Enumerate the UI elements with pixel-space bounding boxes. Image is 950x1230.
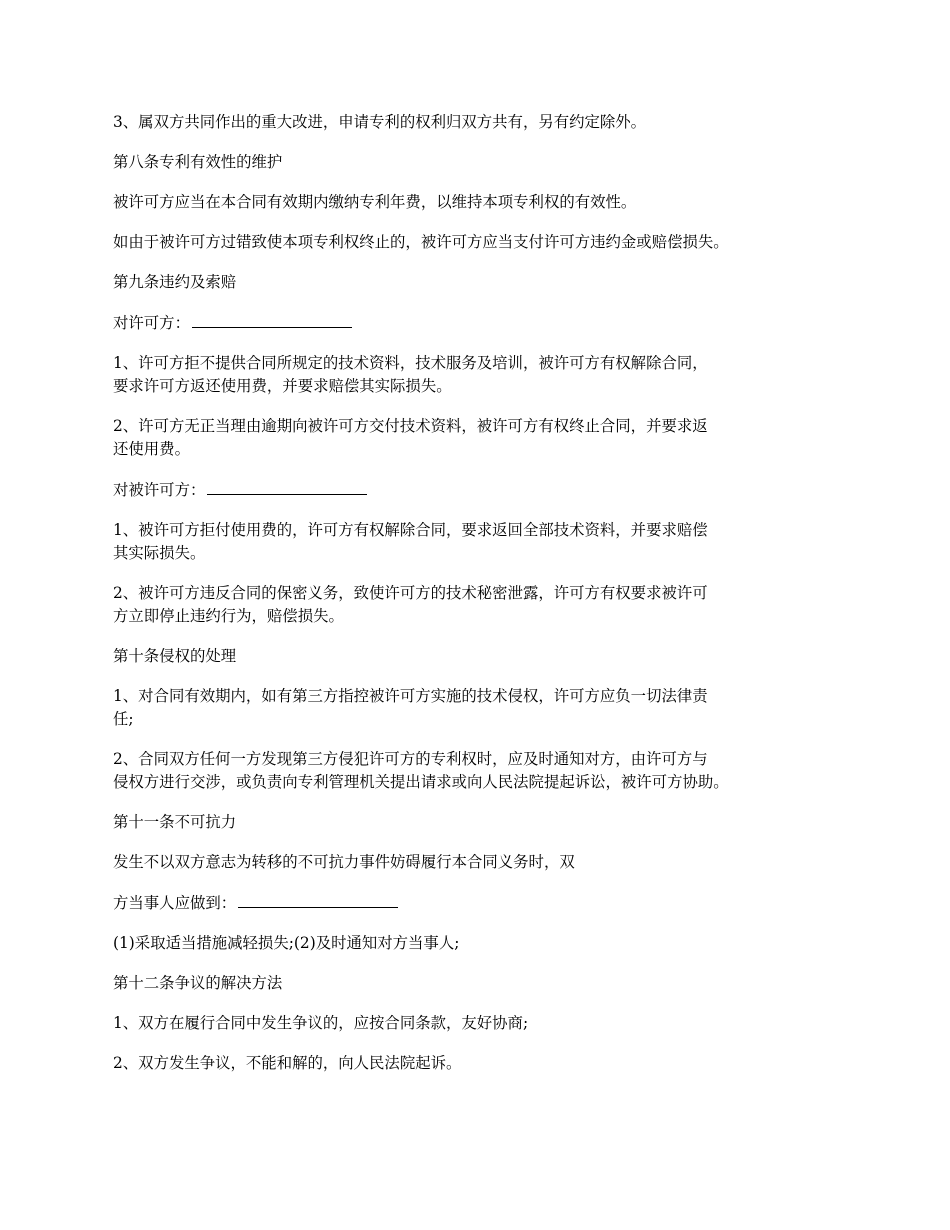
heading-article-10: 第十条侵权的处理 [113,647,237,665]
text-line: 2、许可方无正当理由逾期向被许可方交付技术资料，被许可方有权终止合同，并要求返 [113,417,708,435]
to-licensee-label: 对被许可方： [113,481,206,499]
text-line: 1、许可方拒不提供合同所规定的技术资料，技术服务及培训，被许可方有权解除合同， [113,354,708,372]
document-body [113,111,858,1092]
text-line: 1、被许可方拒付使用费的，许可方有权解除合同，要求返回全部技术资料，并要求赔偿 [113,521,708,539]
to-licensor-label: 对许可方： [113,314,190,332]
text-line: 2、合同双方任何一方发现第三方侵犯许可方的专利权时，应及时通知对方，由许可方与 [113,750,708,768]
text-line: 1、对合同有效期内，如有第三方指控被许可方实施的技术侵权，许可方应负一切法律责 [113,687,708,705]
text-line: 其实际损失。 [113,544,206,562]
paragraph-dispute-1: 1、双方在履行合同中发生争议的，应按合同条款，友好协商; [113,1014,529,1032]
paragraph-licensor-breach-2 [113,415,858,461]
paragraph-infringement-2 [113,748,858,794]
blank-line [192,311,352,328]
text-line: 还使用费。 [113,440,190,458]
paragraph-parties-should [113,891,858,915]
heading-article-11: 第十一条不可抗力 [113,813,237,831]
paragraph-improvement-ownership: 3、属双方共同作出的重大改进，申请专利的权利归双方共有，另有约定除外。 [113,113,647,131]
paragraph-force-majeure: 发生不以双方意志为转移的不可抗力事件妨碍履行本合同义务时，双 [113,853,575,871]
paragraph-annual-fee: 被许可方应当在本合同有效期内缴纳专利年费，以维持本项专利权的有效性。 [113,193,637,211]
paragraph-infringement-1 [113,685,858,731]
paragraph-licensor-breach-1 [113,352,858,398]
paragraph-termination-fault: 如由于被许可方过错致使本项专利权终止的，被许可方应当支付许可方违约金或赔偿损失。 [113,233,729,251]
heading-article-8: 第八条专利有效性的维护 [113,153,283,171]
blank-line [207,478,367,495]
paragraph-licensee-breach-2 [113,582,858,628]
text-line: 2、被许可方违反合同的保密义务，致使许可方的技术秘密泄露，许可方有权要求被许可 [113,584,708,602]
text-line: 任; [113,710,134,728]
heading-article-9: 第九条违约及索赔 [113,273,237,291]
text-line: 侵权方进行交涉，或负责向专利管理机关提出请求或向人民法院提起诉讼，被许可方协助。 [113,773,729,791]
paragraph-licensee-breach-1 [113,519,858,565]
blank-line [238,891,398,908]
paragraph-to-licensee [113,478,858,502]
heading-article-12: 第十二条争议的解决方法 [113,974,283,992]
paragraph-to-licensor [113,311,858,335]
paragraph-measures: (1)采取适当措施减轻损失;(2)及时通知对方当事人; [113,934,460,952]
parties-should-label: 方当事人应做到： [113,894,237,912]
text-line: 方立即停止违约行为，赔偿损失。 [113,607,344,625]
text-line: 要求许可方返还使用费，并要求赔偿其实际损失。 [113,377,452,395]
paragraph-dispute-2: 2、双方发生争议，不能和解的，向人民法院起诉。 [113,1054,462,1072]
